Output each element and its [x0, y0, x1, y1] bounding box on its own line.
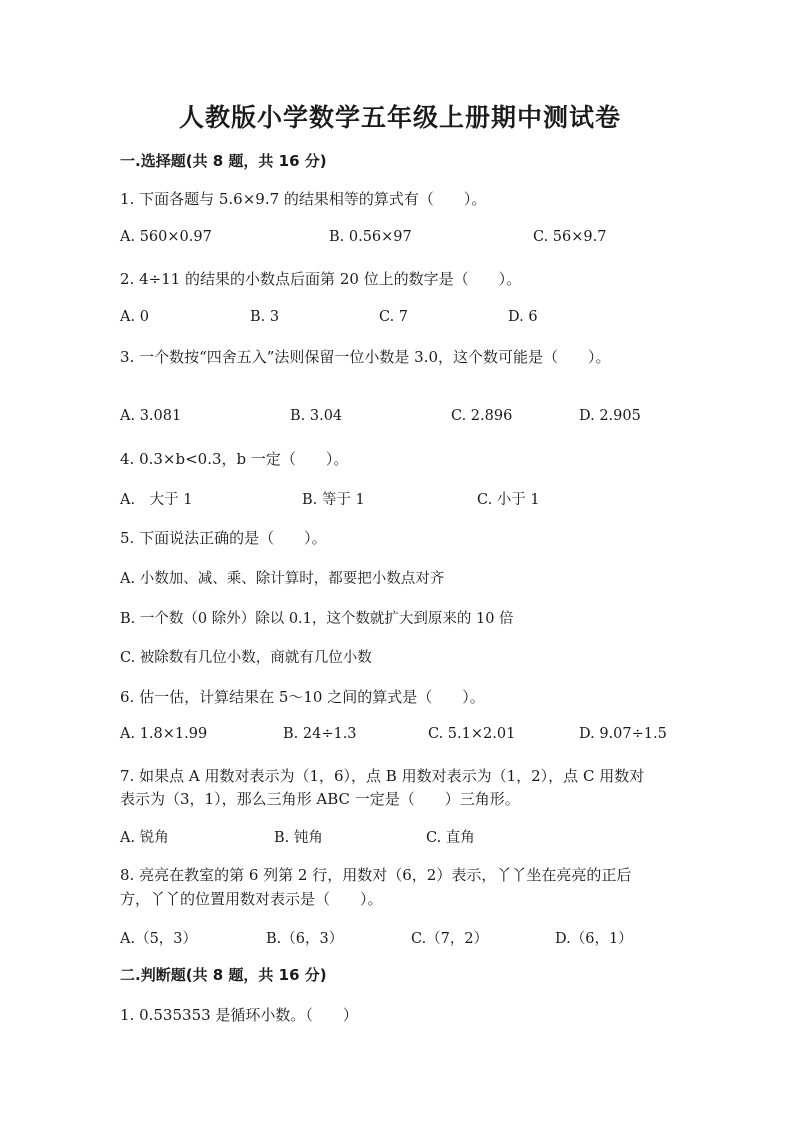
q5-option-b[interactable]: B. 一个数（0 除外）除以 0.1，这个数就扩大到原来的 10 倍	[120, 611, 514, 627]
page-title: 人教版小学数学五年级上册期中测试卷	[178, 103, 621, 132]
q6-option-c[interactable]: C. 5.1×2.01	[428, 726, 516, 742]
judge-question-1-text: 1. 0.535353 是循环小数。（ ）	[120, 1006, 358, 1024]
section-heading-choice: 一.选择题(共 8 题，共 16 分)	[120, 152, 327, 170]
question-8-text-line1: 8. 亮亮在教室的第 6 列第 2 行，用数对（6，2）表示，丫丫坐在亮亮的正后	[120, 866, 632, 884]
question-5-text: 5. 下面说法正确的是（ ）。	[120, 529, 327, 547]
q6-option-b[interactable]: B. 24÷1.3	[283, 726, 357, 742]
question-1-text: 1. 下面各题与 5.6×9.7 的结果相等的算式有（ ）。	[120, 190, 487, 208]
q8-option-d[interactable]: D.（6，1）	[555, 931, 633, 947]
q4-option-b[interactable]: B. 等于 1	[302, 492, 365, 508]
q7-option-b[interactable]: B. 钝角	[274, 830, 323, 846]
q3-option-d[interactable]: D. 2.905	[579, 408, 641, 424]
q8-option-c[interactable]: C.（7，2）	[411, 931, 489, 947]
q1-option-c[interactable]: C. 56×9.7	[533, 229, 607, 245]
question-7-text-line2: 表示为（3，1），那么三角形 ABC 一定是（ ）三角形。	[120, 790, 520, 808]
q6-option-a[interactable]: A. 1.8×1.99	[120, 726, 208, 742]
q6-option-d[interactable]: D. 9.07÷1.5	[579, 726, 667, 742]
q3-option-b[interactable]: B. 3.04	[290, 408, 343, 424]
q4-option-a[interactable]: A. 大于 1	[120, 492, 193, 508]
q5-option-c[interactable]: C. 被除数有几位小数，商就有几位小数	[120, 650, 372, 666]
q1-option-b[interactable]: B. 0.56×97	[329, 229, 412, 245]
question-4-text: 4. 0.3×b<0.3，b 一定（ ）。	[120, 450, 349, 468]
question-3-text: 3. 一个数按“四舍五入”法则保留一位小数是 3.0，这个数可能是（ ）。	[120, 348, 611, 366]
q3-option-a[interactable]: A. 3.081	[120, 408, 182, 424]
question-8-text-line2: 方，丫丫的位置用数对表示是（ ）。	[120, 890, 383, 908]
q2-option-b[interactable]: B. 3	[250, 309, 280, 325]
q3-option-c[interactable]: C. 2.896	[451, 408, 513, 424]
question-7-text-line1: 7. 如果点 A 用数对表示为（1，6），点 B 用数对表示为（1，2），点 C 用数对	[120, 767, 645, 785]
q2-option-d[interactable]: D. 6	[508, 309, 538, 325]
q8-option-a[interactable]: A.（5，3）	[120, 931, 198, 947]
question-6-text: 6. 估一估，计算结果在 5～10 之间的算式是（ ）。	[120, 688, 485, 706]
q7-option-a[interactable]: A. 锐角	[120, 830, 169, 846]
q5-option-a[interactable]: A. 小数加、减、乘、除计算时，都要把小数点对齐	[120, 571, 445, 587]
section-heading-judge: 二.判断题(共 8 题，共 16 分)	[120, 966, 327, 984]
q8-option-b[interactable]: B.（6，3）	[266, 931, 344, 947]
q2-option-a[interactable]: A. 0	[120, 309, 149, 325]
q2-option-c[interactable]: C. 7	[379, 309, 409, 325]
q1-option-a[interactable]: A. 560×0.97	[120, 229, 212, 245]
q7-option-c[interactable]: C. 直角	[426, 830, 475, 846]
q4-option-c[interactable]: C. 小于 1	[477, 492, 540, 508]
question-2-text: 2. 4÷11 的结果的小数点后面第 20 位上的数字是（ ）。	[120, 270, 522, 288]
